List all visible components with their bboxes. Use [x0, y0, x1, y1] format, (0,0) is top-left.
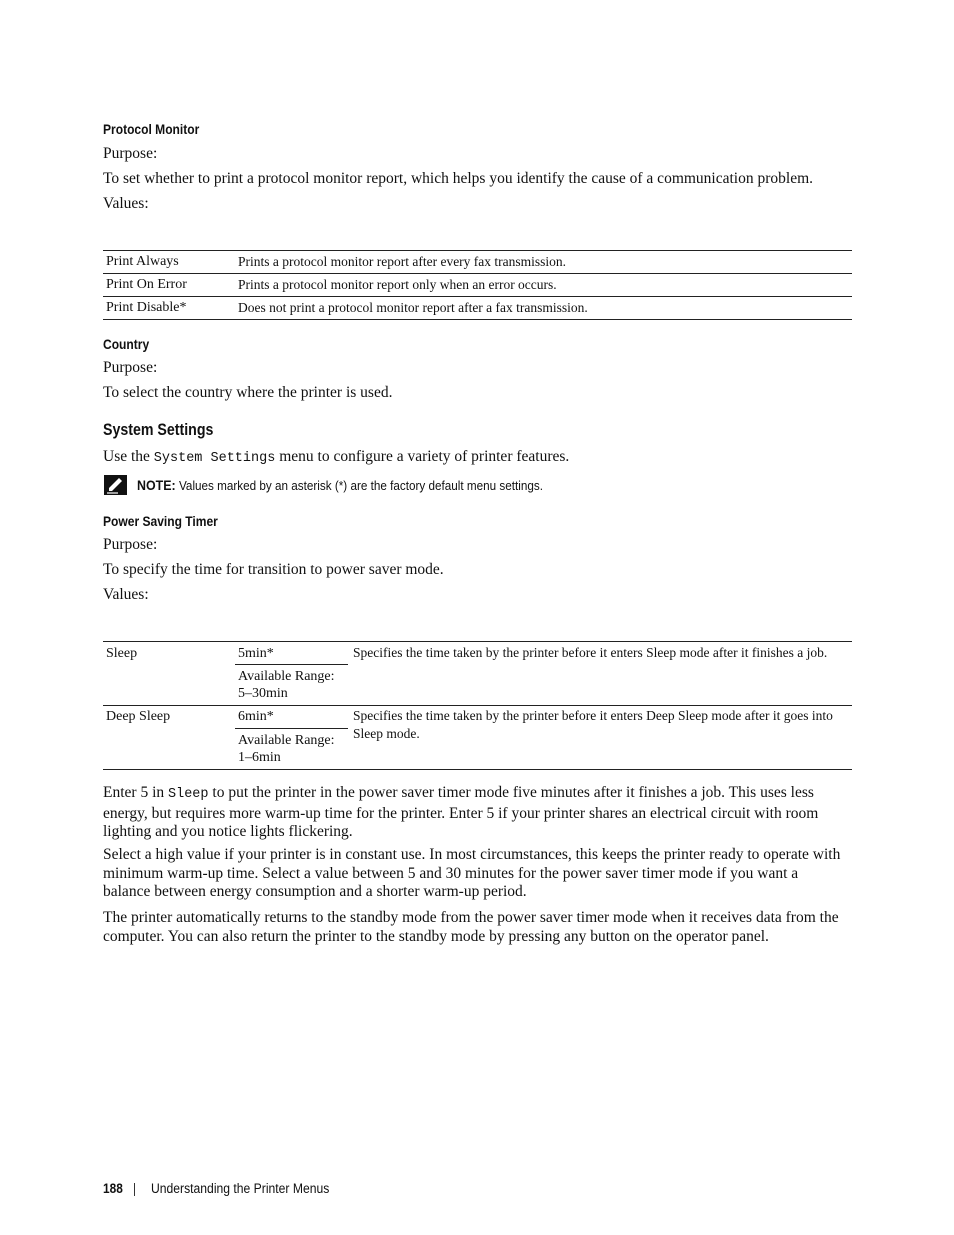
country-purpose-label: Purpose:	[103, 359, 158, 376]
range-value-cell: 5–30min	[238, 686, 288, 701]
default-value-cell: 6min*	[238, 709, 274, 724]
value-cell: Print Disable*	[103, 297, 235, 320]
country-heading: Country	[103, 336, 150, 352]
footer-section-title: Understanding the Printer Menus	[151, 1181, 330, 1196]
intro-text-before: Use the	[103, 448, 154, 465]
protocol-monitor-values-table	[103, 250, 852, 320]
description-cell: Prints a protocol monitor report after every fax transmission.	[235, 251, 852, 274]
page-number: 188	[103, 1181, 123, 1196]
power-saving-paragraph-3: The printer automatically returns to the standby mode from the power saver timer mode when it receives data from the computer. You can also return the printer to the standby mode by pressing any button on the operator panel.	[103, 909, 839, 945]
system-settings-menu-name: System Settings	[153, 451, 276, 466]
power-saving-paragraph-1	[103, 784, 849, 842]
table-row	[103, 297, 852, 320]
power-saving-timer-purpose-label: Purpose:	[103, 536, 158, 553]
power-saving-timer-values-label: Values:	[103, 586, 149, 603]
table-rule	[103, 705, 852, 706]
intro-text-after: menu to configure a variety of printer features.	[275, 448, 570, 465]
note-label: NOTE:	[137, 478, 176, 493]
description-cell: Specifies the time taken by the printer before it enters Sleep mode after it finishes a job.	[353, 645, 828, 660]
table-rule	[103, 769, 852, 770]
power-saving-timer-heading: Power Saving Timer	[103, 513, 218, 529]
para-text-before: Enter 5 in	[103, 784, 168, 801]
power-saving-timer-purpose-text: To specify the time for transition to power saver mode.	[103, 561, 444, 578]
protocol-monitor-purpose-text: To set whether to print a protocol monitor report, which helps you identify the cause of a communication problem.	[103, 170, 814, 187]
note	[137, 477, 583, 495]
power-saving-paragraph-2: Select a high value if your printer is in constant use. In most circumstances, this keeps the printer ready to operate with minimum warm-up time. Select a value between 5 and 30 minutes for the power saver timer mode if you want a balance between energy consumption and a shorter warm-up period.	[103, 846, 841, 901]
table-subrule	[235, 728, 348, 729]
description-cell: Prints a protocol monitor report only when an error occurs.	[235, 274, 852, 297]
sleep-setting-name: Sleep	[168, 787, 209, 802]
note-pencil-icon	[104, 475, 127, 495]
description-cell: Specifies the time taken by the printer before it enters Deep Sleep mode after it goes into Sleep mode.	[353, 708, 833, 741]
protocol-monitor-heading: Protocol Monitor	[103, 121, 200, 137]
system-settings-intro	[103, 448, 849, 469]
table-row	[103, 274, 852, 297]
range-value-cell: 1–6min	[238, 750, 281, 765]
range-label-cell: Available Range:	[238, 733, 335, 748]
table-rule	[103, 641, 852, 642]
system-settings-heading: System Settings	[103, 421, 214, 439]
range-label-cell: Available Range:	[238, 669, 335, 684]
description-cell: Does not print a protocol monitor report after a fax transmission.	[235, 297, 852, 320]
protocol-monitor-values-label: Values:	[103, 195, 149, 212]
setting-name-cell: Sleep	[106, 646, 138, 661]
para-text-after: to put the printer in the power saver timer mode five minutes after it finishes a job. This uses less energy, but requires more warm-up time for the printer. Enter 5 if your printer shares an electrical circuit with room lighting and you notice lights flickering.	[103, 784, 819, 841]
setting-name-cell: Deep Sleep	[106, 709, 171, 724]
value-cell: Print Always	[103, 251, 235, 274]
country-purpose-text: To select the country where the printer is used.	[103, 384, 393, 401]
table-row	[103, 251, 852, 274]
table-subrule	[235, 664, 348, 665]
default-value-cell: 5min*	[238, 646, 274, 661]
footer-divider	[134, 1183, 135, 1196]
note-text: Values marked by an asterisk (*) are the factory default menu settings.	[179, 478, 543, 493]
protocol-monitor-purpose-label: Purpose:	[103, 145, 158, 162]
value-cell: Print On Error	[103, 274, 235, 297]
